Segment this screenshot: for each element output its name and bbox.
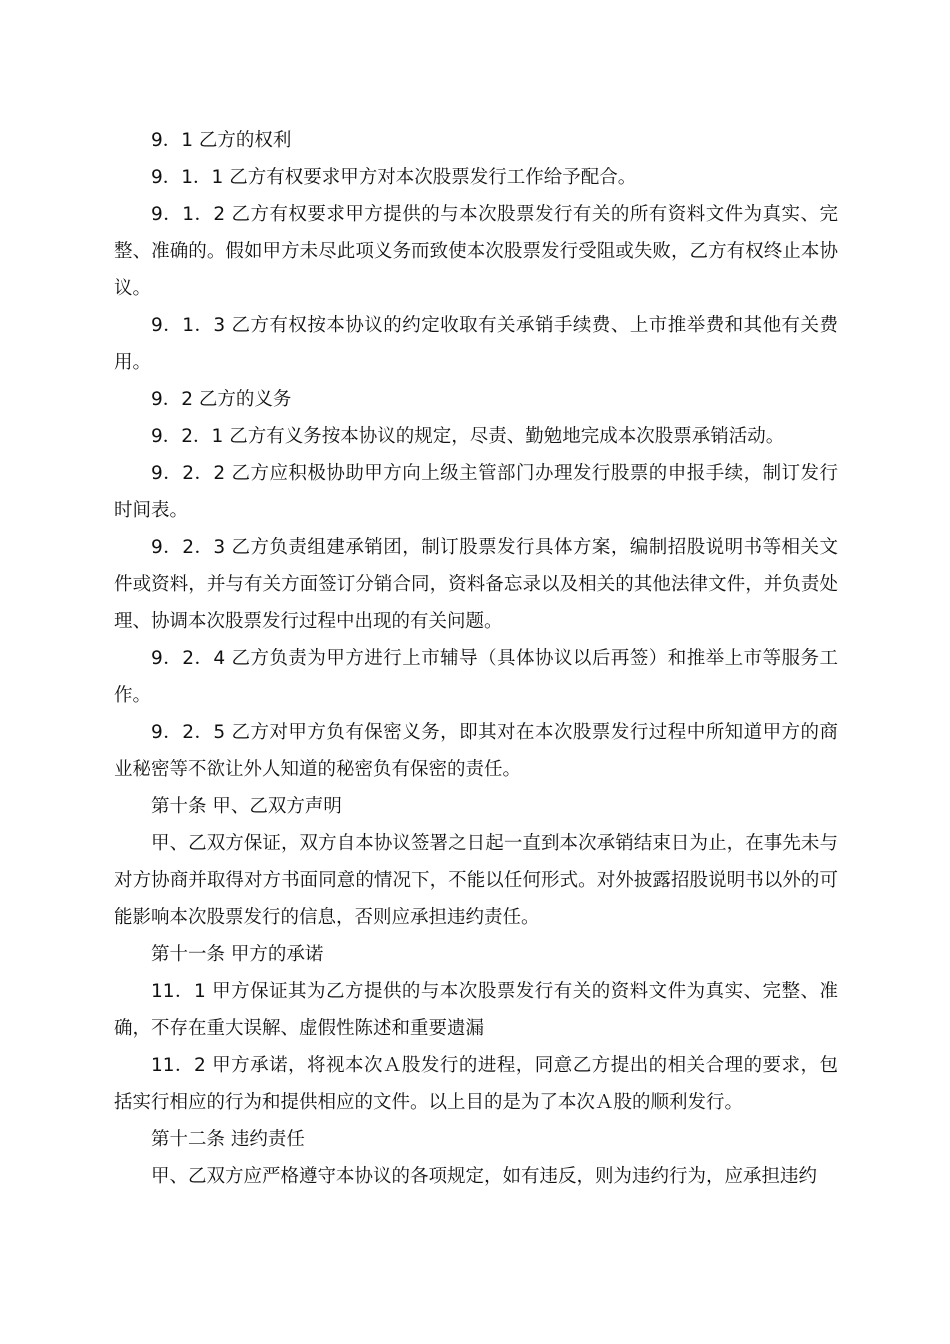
clause-9-1-3: 9．1．3 乙方有权按本协议的约定收取有关承销手续费、上市推举费和其他有关费用。 <box>114 315 838 373</box>
article-heading-12: 第十二条 违约责任 <box>151 1129 305 1150</box>
clause-9-2-5: 9．2．5 乙方对甲方负有保密义务，即其对在本次股票发行过程中所知道甲方的商业秘密等不欲让外人知道的秘密负有保密的责任。 <box>114 722 838 780</box>
article-10-body: 甲、乙双方保证，双方自本协议签署之日起一直到本次承销结束日为止，在事先未与对方协商并取得对方书面同意的情况下，不能以任何形式。对外披露招股说明书以外的可能影响本次股票发行的信息，否则应承担违约责任。 <box>114 833 838 928</box>
clause-9-2-1: 9．2．1 乙方有义务按本协议的规定，尽责、勤勉地完成本次股票承销活动。 <box>151 426 785 447</box>
article-heading-11: 第十一条 甲方的承诺 <box>151 944 324 965</box>
clause-9-1-2: 9．1．2 乙方有权要求甲方提供的与本次股票发行有关的所有资料文件为真实、完整、准确的。假如甲方未尽此项义务而致使本次股票发行受阻或失败，乙方有权终止本协议。 <box>114 204 838 299</box>
clause-9-1-1: 9．1．1 乙方有权要求甲方对本次股票发行工作给予配合。 <box>151 167 637 188</box>
clause-9-2-2: 9．2．2 乙方应积极协助甲方向上级主管部门办理发行股票的申报手续，制订发行时间表。 <box>114 463 838 521</box>
clause-11-1: 11．1 甲方保证其为乙方提供的与本次股票发行有关的资料文件为真实、完整、准确，不存在重大误解、虚假性陈述和重要遗漏 <box>114 981 838 1039</box>
document-page <box>114 122 838 1195</box>
clause-9-2-3: 9．2．3 乙方负责组建承销团，制订股票发行具体方案，编制招股说明书等相关文件或资料，并与有关方面签订分销合同，资料备忘录以及相关的其他法律文件，并负责处理、协调本次股票发行过程中出现的有关问题。 <box>114 537 838 632</box>
clause-11-2: 11．2 甲方承诺，将视本次Ａ股发行的进程，同意乙方提出的相关合理的要求，包括实行相应的行为和提供相应的文件。以上目的是为了本次Ａ股的顺利发行。 <box>114 1055 838 1113</box>
article-12-body: 甲、乙双方应严格遵守本协议的各项规定，如有违反，则为违约行为，应承担违约 <box>151 1166 818 1187</box>
section-heading-9-2: 9．2 乙方的义务 <box>151 389 292 410</box>
clause-9-2-4: 9．2．4 乙方负责为甲方进行上市辅导（具体协议以后再签）和推举上市等服务工作。 <box>114 648 838 706</box>
article-heading-10: 第十条 甲、乙双方声明 <box>151 796 342 817</box>
section-heading-9-1: 9．1 乙方的权利 <box>151 130 292 151</box>
